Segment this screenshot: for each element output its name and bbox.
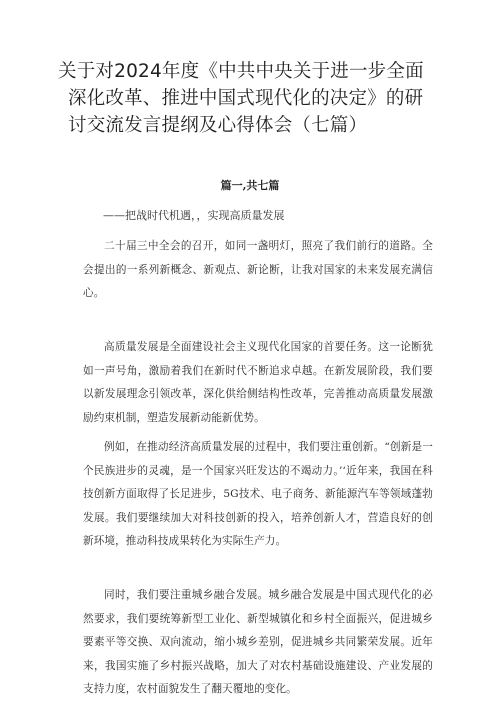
section-subtitle: ——把战时代机遇，，实现高质量发展 [103, 209, 285, 222]
paragraph-1: 二十届三中全会的召开，如同一盏明灯，照亮了我们前行的道路。全会提出的一系列新概念、新观点、新论断，让我对国家的未来发展充满信心。 [83, 240, 433, 299]
section-heading: 篇一,共七篇 [220, 179, 280, 192]
title-line-3: 讨交流发言提纲及心得体会（七篇） [68, 115, 368, 136]
paragraph-2: 高质量发展是全面建设社会主义现代化国家的首要任务。这一论断犹如一声号角，激励着我们在新时代不断追求卓越。在新发展阶段，我们要以新发展理念引领改革，深化供给侧结构性改革，完善推动高质量发展激励约束机制，塑造发展新动能新优势。 [83, 341, 433, 424]
document-title [58, 58, 448, 139]
title-line-2: 深化改革、推进中国式现代化的决定》的研 [68, 88, 424, 109]
paragraph-4: 同时，我们要注重城乡融合发展。城乡融合发展是中国式现代化的必然要求，我们要统筹新型工业化、新型城镇化和乡村全面振兴，促进城乡要素平等交换、双向流动，缩小城乡差别，促进城乡共同繁荣发展。近年来，我国实施了乡村振兴战略，加大了对农村基础设施建设、产业发展的支持力度，农村面貌发生了翻天覆地的变化。 [83, 589, 433, 695]
title-line-1: 关于对2024年度《中共中央关于进一步全面 [58, 61, 424, 82]
paragraph-3: 例如，在推动经济高质量发展的过程中，我们要注重创新。“创新是一个民族进步的灵魂，是一个国家兴旺发达的不竭动力。’‘近年来，我国在科技创新方面取得了长足进步，5G技术、电子商务、新能源汽车等领域蓬勃发展。我们要继续加大对科技创新的投入，培养创新人才，营造良好的创新环境，推动科技成果转化为实际生产力。 [83, 441, 433, 547]
